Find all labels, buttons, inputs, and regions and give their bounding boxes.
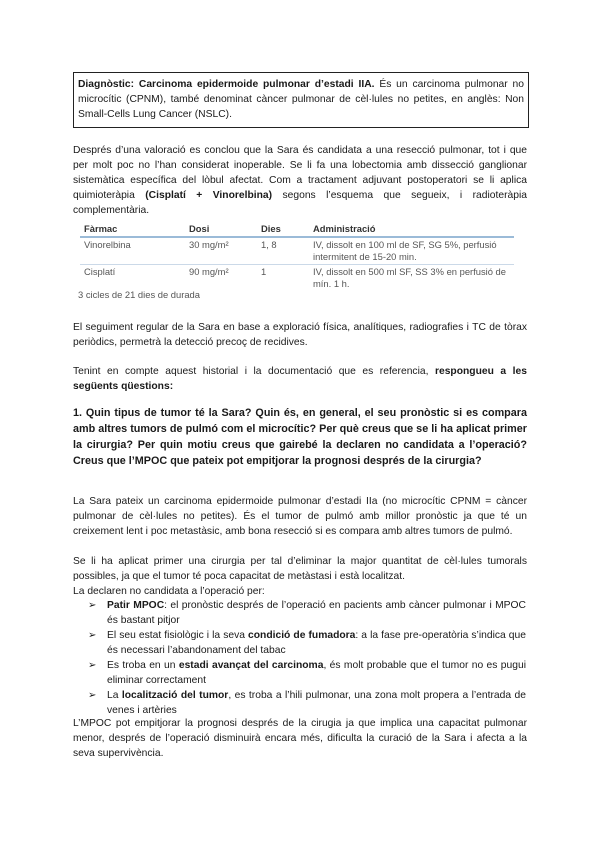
question-1: 1. Quin tipus de tumor té la Sara? Quin és, en general, el seu pronòstic si es compara amb altres tumors de pulmó com el microcític? Per què creus que se li ha aplicat primer la cirurgia? Per quin motiu creus que gairebé la declaren no candidata a l’operació? Creus que l’MPOC que pateix pot empitjorar la prognosi després de la cirurgia? [73, 407, 527, 467]
header-dosi: Dosi [185, 221, 257, 237]
bullet-pre: El seu estat fisiològic i la seva [107, 630, 249, 641]
arrow-bullet-icon: ➢ [88, 600, 97, 611]
table-header-row [80, 221, 514, 237]
prompt-paragraph [73, 364, 527, 394]
list-item [88, 628, 526, 658]
header-dies: Dies [257, 221, 309, 237]
bullet-bold: condició de fumadora [248, 630, 356, 641]
cell-days: 1 [261, 266, 267, 277]
answer-paragraph-4: L’MPOC pot empitjorar la prognosi després de la cirugia ja que implica una capacitat pulmonar menor, després de l’operació disminuirà encara més, dificulta la curació de la Sara i afecta a la seva supervivència. [73, 718, 527, 759]
bullet-pre: La [107, 690, 122, 701]
bullet-bold: localització del tumor [121, 690, 229, 701]
diagnosis-box [73, 72, 529, 128]
cell-days: 1, 8 [257, 237, 309, 265]
prompt-bold: respongueu a les següents qüestions: [73, 366, 527, 392]
cell-admin: IV, dissolt en 500 ml SF, SS 3% en perfusió de mín. 1 h. [313, 266, 506, 289]
header-farmac: Fàrmac [80, 221, 185, 237]
cell-admin: IV, dissolt en 100 ml de SF, SG 5%, perfusió intermitent de 15-20 min. [309, 237, 514, 265]
followup-paragraph: El seguiment regular de la Sara en base a exploració física, analítiques, radiografies i TC de tòrax periòdics, permetrà la detecció precoç de recidives. [73, 322, 527, 348]
intro-text-a: Després d’una valoració es conclou que la Sara és candidata a una resecció pulmonar, tot i que per molt poc no l’han considerat inoperable. Se li fa una lobectomia amb dissecció ganglionar sistemàtica específica del lòbul afectat. Com a tractament adjuvant postoperatori se li aplica quimioteràpia [73, 145, 527, 201]
cell-drug: Cisplatí [84, 266, 116, 277]
bullet-post: , és molt probable que el tumor no es pugui eliminar correctament [107, 660, 526, 686]
answer-paragraph-1: La Sara pateix un carcinoma epidermoide pulmonar d’estadi IIa (no microcític CPNM = càncer pulmonar de cèl·lules no petites). És el tumor de pulmó amb millor pronòstic ja que té un creixement lent i poc metastàsic, amb bona resecció si es compara amb altres tumors de pulmó. [73, 496, 527, 537]
bullet-bold: estadi avançat del carcinoma [178, 660, 324, 671]
bullet-post: : a la fase pre-operatòria s’indica que és necessari l’abandonament del tabac [107, 630, 526, 656]
diagnosis-text: És un carcinoma pulmonar no microcític (CPNM), també denominat càncer pulmonar de cèl·lules no petites, en anglès: Non Small-Cells Lung Cancer (NSLC). [78, 79, 524, 120]
reasons-list [88, 598, 526, 718]
arrow-bullet-icon: ➢ [88, 660, 97, 671]
intro-paragraph [73, 143, 527, 218]
arrow-bullet-icon: ➢ [88, 630, 97, 641]
list-item [88, 598, 526, 628]
bullet-pre: Es troba en un [107, 660, 179, 671]
cell-drug: Vinorelbina [80, 237, 185, 265]
prompt-text: Tenint en compte aquest historial i la documentació que es referencia, [73, 366, 435, 377]
cell-dose: 90 mg/m² [189, 266, 229, 277]
table-row [80, 237, 514, 265]
bullet-bold: Patir MPOC [107, 600, 165, 611]
intro-text-b: segons l’esquema que segueix, i radioteràpia complementària. [73, 190, 527, 216]
drug-table [80, 221, 514, 291]
arrow-bullet-icon: ➢ [88, 690, 97, 701]
diagnosis-label: Diagnòstic: Carcinoma epidermoide pulmonar d’estadi IIA. [78, 79, 375, 90]
list-item [88, 658, 526, 688]
table-row [80, 265, 514, 292]
intro-bold: (Cisplatí + Vinorelbina) [145, 190, 273, 201]
header-administracio: Administració [309, 221, 514, 237]
bullet-post: , es troba a l’hili pulmonar, una zona molt propera a l’entrada de venes i artèries [107, 690, 526, 716]
table-note: 3 cicles de 21 dies de durada [78, 289, 200, 300]
list-item [88, 688, 526, 718]
answer-paragraph-3: La declaren no candidata a l’operació per: [73, 586, 265, 597]
answer-paragraph-2: Se li ha aplicat primer una cirurgia per tal d’eliminar la major quantitat de cèl·lules tumorals possibles, ja que el tumor té poca capacitat de metàstasi i està localitzat. [73, 556, 527, 582]
bullet-post: : el pronòstic després de l’operació en pacients amb càncer pulmonar i MPOC és bastant pitjor [107, 600, 526, 626]
cell-dose: 30 mg/m² [185, 237, 257, 265]
